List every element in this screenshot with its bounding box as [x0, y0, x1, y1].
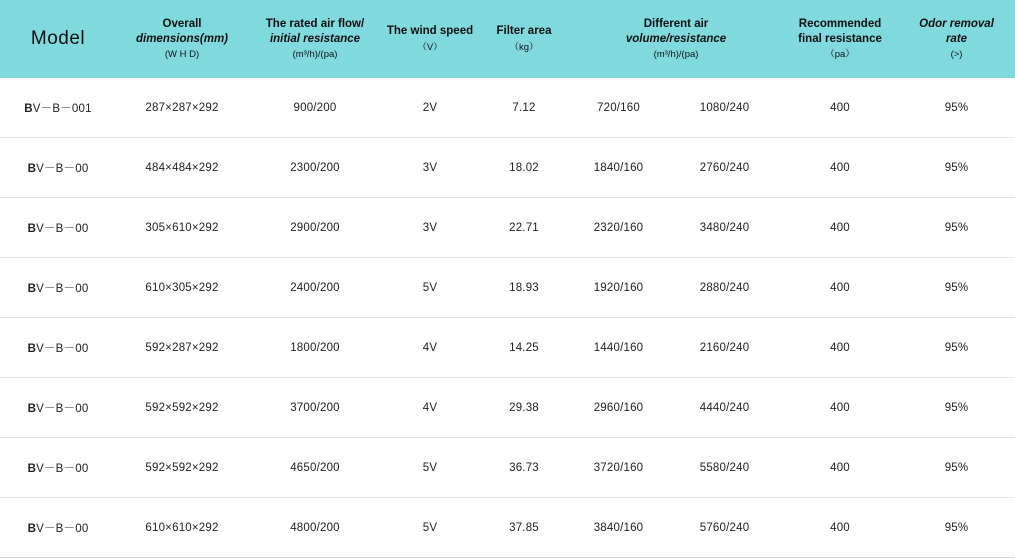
header-wind-line1: The wind speed — [386, 25, 474, 38]
cell-filter-area: 36.73 — [478, 438, 570, 498]
cell-wind-speed: 5V — [382, 438, 478, 498]
header-overall-units: (W H D) — [164, 48, 200, 60]
cell-filter-area: 37.85 — [478, 498, 570, 558]
model-suffix: V－B－00 — [36, 522, 89, 535]
header-odor-removal-rate — [898, 0, 1015, 78]
header-final-line1: Recommended — [798, 18, 882, 31]
cell-air-volume-1: 2320/160 — [570, 198, 667, 258]
model-suffix: V－B－001 — [32, 102, 92, 115]
model-prefix: B — [27, 222, 37, 235]
cell-final-resistance: 400 — [782, 438, 898, 498]
cell-final-resistance: 400 — [782, 498, 898, 558]
cell-model — [0, 498, 116, 558]
table-row — [0, 438, 1015, 498]
header-model-label: Model — [30, 28, 86, 50]
cell-air-volume-1: 1920/160 — [570, 258, 667, 318]
cell-dimensions: 592×592×292 — [116, 378, 248, 438]
cell-model — [0, 438, 116, 498]
header-filter-units: （kg） — [509, 41, 539, 53]
cell-air-volume-2: 2760/240 — [667, 138, 782, 198]
header-volume-line1: Different air — [643, 18, 709, 31]
cell-dimensions: 484×484×292 — [116, 138, 248, 198]
cell-air-volume-1: 3840/160 — [570, 498, 667, 558]
cell-air-volume-1: 1440/160 — [570, 318, 667, 378]
cell-wind-speed: 3V — [382, 138, 478, 198]
table-row — [0, 258, 1015, 318]
cell-wind-speed: 5V — [382, 258, 478, 318]
cell-air-volume-2: 5580/240 — [667, 438, 782, 498]
header-odor-line1: Odor removal — [919, 18, 994, 31]
header-model — [0, 0, 116, 78]
header-rated-air-flow — [248, 0, 382, 78]
table-row — [0, 498, 1015, 558]
cell-air-volume-1: 720/160 — [570, 78, 667, 138]
header-odor-line2: rate — [945, 32, 968, 45]
header-filter-line1: Filter area — [496, 25, 552, 38]
cell-rated-air-flow: 4650/200 — [248, 438, 382, 498]
model-prefix: B — [24, 102, 33, 115]
model-suffix: V－B－00 — [36, 282, 89, 295]
cell-dimensions: 592×592×292 — [116, 438, 248, 498]
header-different-air-volume — [570, 0, 782, 78]
cell-odor-removal-rate: 95% — [898, 498, 1015, 558]
cell-wind-speed: 5V — [382, 498, 478, 558]
header-row — [0, 0, 1015, 78]
header-wind-speed — [382, 0, 478, 78]
model-prefix: B — [27, 342, 37, 355]
cell-odor-removal-rate: 95% — [898, 318, 1015, 378]
cell-air-volume-1: 1840/160 — [570, 138, 667, 198]
header-flow-line2: initial resistance — [269, 32, 361, 45]
table-header — [0, 0, 1015, 78]
cell-odor-removal-rate: 95% — [898, 438, 1015, 498]
model-suffix: V－B－00 — [36, 462, 89, 475]
cell-wind-speed: 2V — [382, 78, 478, 138]
cell-filter-area: 18.02 — [478, 138, 570, 198]
cell-filter-area: 7.12 — [478, 78, 570, 138]
header-wind-units: （V） — [417, 41, 443, 53]
cell-dimensions: 610×305×292 — [116, 258, 248, 318]
cell-filter-area: 14.25 — [478, 318, 570, 378]
header-volume-line2: volume/resistance — [625, 32, 727, 45]
header-flow-line1: The rated air flow/ — [265, 18, 365, 31]
cell-air-volume-2: 5760/240 — [667, 498, 782, 558]
table-row — [0, 138, 1015, 198]
model-prefix: B — [27, 162, 37, 175]
cell-dimensions: 592×287×292 — [116, 318, 248, 378]
cell-final-resistance: 400 — [782, 258, 898, 318]
table-row — [0, 78, 1015, 138]
model-suffix: V－B－00 — [36, 162, 89, 175]
cell-wind-speed: 4V — [382, 318, 478, 378]
model-prefix: B — [27, 462, 37, 475]
cell-air-volume-2: 3480/240 — [667, 198, 782, 258]
header-odor-units: (>) — [950, 48, 963, 60]
model-suffix: V－B－00 — [36, 222, 89, 235]
header-final-line2: final resistance — [798, 32, 882, 45]
cell-wind-speed: 4V — [382, 378, 478, 438]
cell-final-resistance: 400 — [782, 138, 898, 198]
cell-odor-removal-rate: 95% — [898, 378, 1015, 438]
cell-dimensions: 610×610×292 — [116, 498, 248, 558]
cell-filter-area: 18.93 — [478, 258, 570, 318]
cell-model — [0, 198, 116, 258]
model-suffix: V－B－00 — [36, 402, 89, 415]
model-prefix: B — [27, 282, 37, 295]
table-body — [0, 78, 1015, 558]
header-filter-area — [478, 0, 570, 78]
cell-rated-air-flow: 1800/200 — [248, 318, 382, 378]
model-prefix: B — [27, 522, 37, 535]
cell-rated-air-flow: 2300/200 — [248, 138, 382, 198]
cell-odor-removal-rate: 95% — [898, 258, 1015, 318]
cell-rated-air-flow: 2900/200 — [248, 198, 382, 258]
cell-rated-air-flow: 4800/200 — [248, 498, 382, 558]
cell-air-volume-2: 2880/240 — [667, 258, 782, 318]
header-recommended-final-resistance — [782, 0, 898, 78]
cell-final-resistance: 400 — [782, 378, 898, 438]
cell-filter-area: 22.71 — [478, 198, 570, 258]
header-flow-units: (m³/h)/(pa) — [292, 48, 338, 60]
table-row — [0, 198, 1015, 258]
cell-wind-speed: 3V — [382, 198, 478, 258]
cell-odor-removal-rate: 95% — [898, 78, 1015, 138]
table-row — [0, 378, 1015, 438]
table-row — [0, 318, 1015, 378]
model-prefix: B — [27, 402, 37, 415]
cell-final-resistance: 400 — [782, 78, 898, 138]
cell-model — [0, 378, 116, 438]
cell-rated-air-flow: 3700/200 — [248, 378, 382, 438]
cell-final-resistance: 400 — [782, 318, 898, 378]
cell-air-volume-2: 4440/240 — [667, 378, 782, 438]
cell-rated-air-flow: 900/200 — [248, 78, 382, 138]
header-volume-units: (m³/h)/(pa) — [653, 48, 699, 60]
cell-dimensions: 287×287×292 — [116, 78, 248, 138]
cell-odor-removal-rate: 95% — [898, 198, 1015, 258]
cell-model — [0, 138, 116, 198]
cell-final-resistance: 400 — [782, 198, 898, 258]
cell-air-volume-1: 2960/160 — [570, 378, 667, 438]
cell-rated-air-flow: 2400/200 — [248, 258, 382, 318]
cell-dimensions: 305×610×292 — [116, 198, 248, 258]
header-overall-line2: dimensions(mm) — [135, 32, 228, 45]
cell-model — [0, 258, 116, 318]
header-overall-dimensions — [116, 0, 248, 78]
header-overall-line1: Overall — [162, 18, 202, 31]
cell-air-volume-1: 3720/160 — [570, 438, 667, 498]
model-suffix: V－B－00 — [36, 342, 89, 355]
cell-model — [0, 78, 116, 138]
header-final-units: （pa） — [825, 48, 855, 60]
cell-odor-removal-rate: 95% — [898, 138, 1015, 198]
cell-air-volume-2: 2160/240 — [667, 318, 782, 378]
cell-model — [0, 318, 116, 378]
cell-filter-area: 29.38 — [478, 378, 570, 438]
cell-air-volume-2: 1080/240 — [667, 78, 782, 138]
